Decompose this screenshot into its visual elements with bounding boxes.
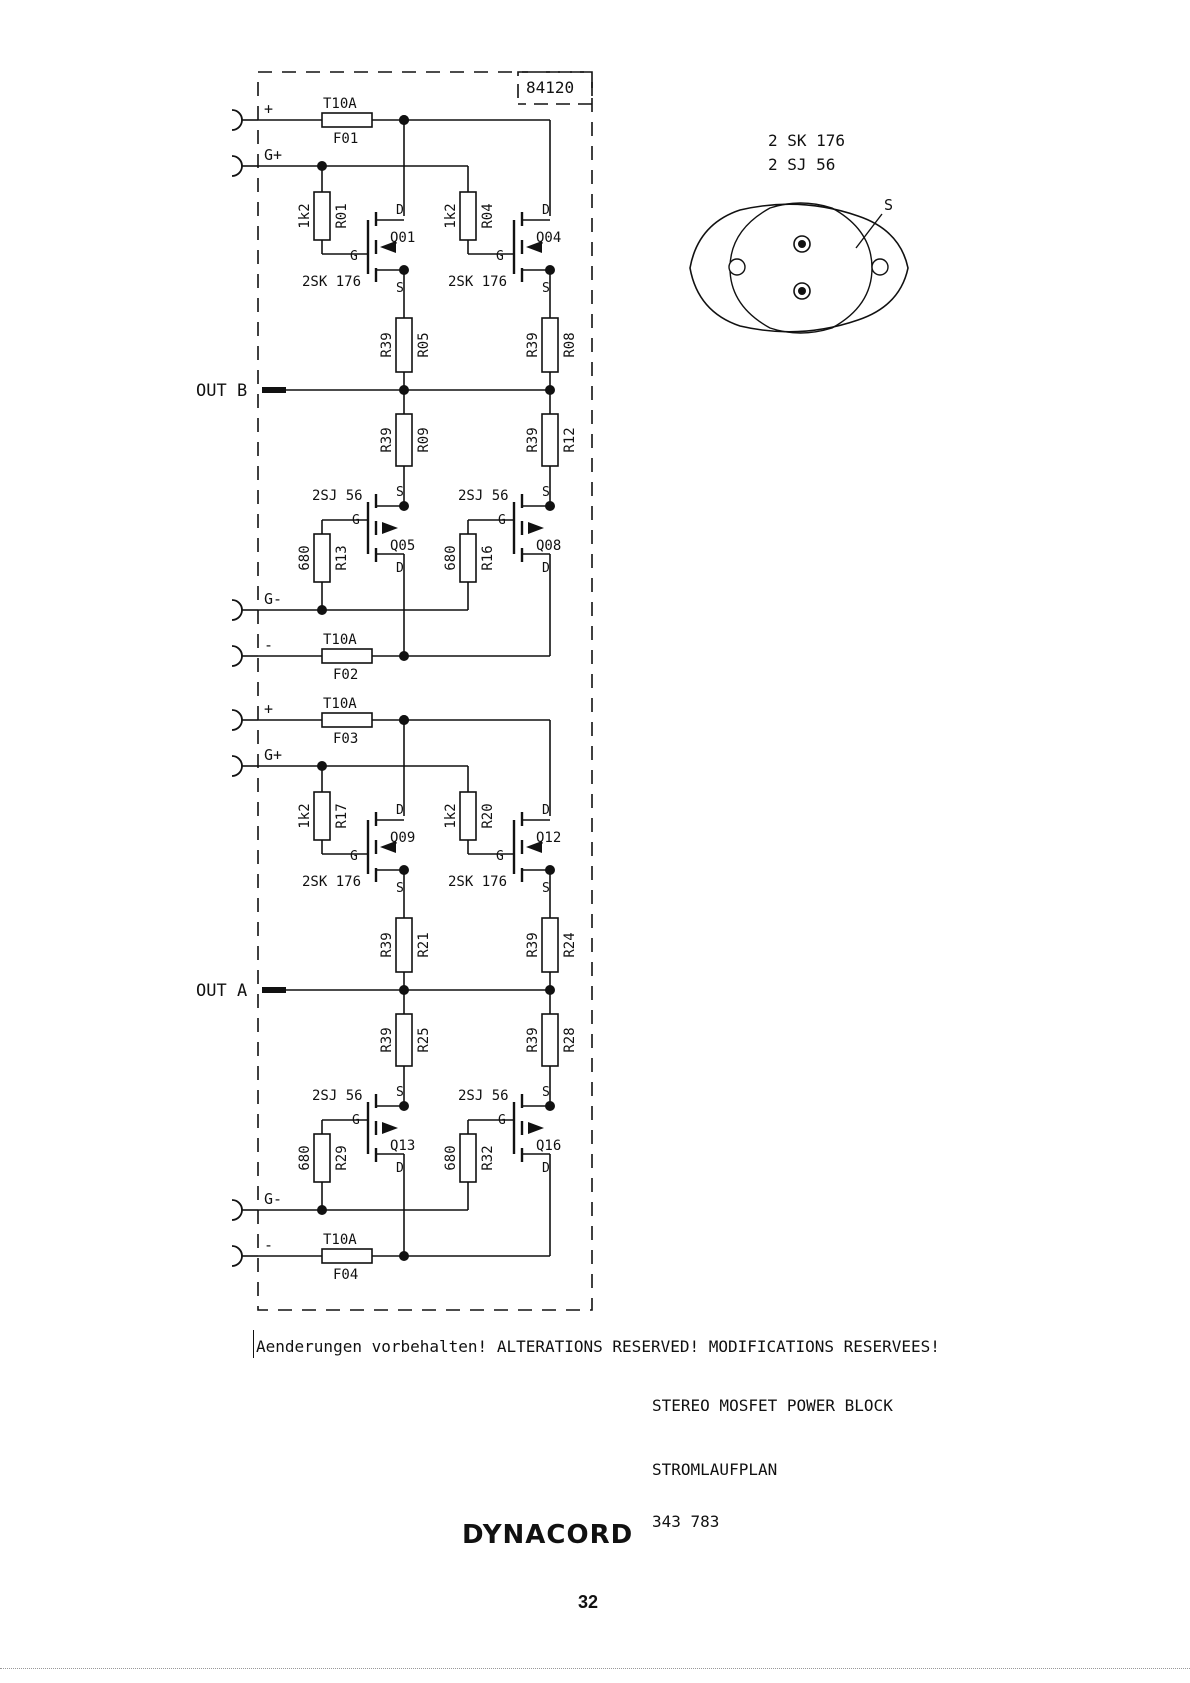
input-connector-icon	[232, 646, 242, 666]
gate-pin-icon	[798, 287, 806, 295]
input-connector-icon	[232, 756, 242, 776]
transistor-type: 2SJ 56	[312, 488, 363, 504]
package-type-line-2: 2 SJ 56	[768, 155, 836, 174]
input-label-8: -	[264, 1236, 274, 1254]
alterations-notice: Aenderungen vorbehalten! ALTERATIONS RESERVED! MODIFICATIONS RESERVEES!	[256, 1337, 940, 1356]
package-pin-label-source: S	[884, 196, 894, 214]
fuse-value: T10A	[323, 696, 357, 712]
source-junction	[545, 265, 555, 275]
resistor-ref: R21	[416, 932, 432, 958]
document-title: STEREO MOSFET POWER BLOCK	[652, 1396, 893, 1415]
source-junction	[545, 501, 555, 511]
pin-label-gate: G	[350, 849, 358, 864]
board-outline	[258, 72, 592, 1310]
resistor-value: 680	[443, 545, 459, 571]
output-terminal	[262, 987, 286, 993]
pin-label-drain: D	[396, 1161, 404, 1176]
input-label-4: -	[264, 636, 274, 654]
mosfet-arrow-icon	[528, 522, 544, 534]
gate-resistor	[460, 192, 476, 240]
fuse-junction	[399, 651, 409, 661]
mosfet-arrow-icon	[382, 1122, 398, 1134]
input-label-6: G+	[264, 746, 283, 764]
input-label-2: G+	[264, 146, 283, 164]
resistor-ref: R08	[562, 332, 578, 358]
transistor-ref: Q08	[536, 538, 562, 554]
mounting-hole-icon	[872, 259, 888, 275]
output-terminal	[262, 387, 286, 393]
input-connector-icon	[232, 600, 242, 620]
rail-junction	[399, 715, 409, 725]
output-label-2: OUT A	[196, 981, 248, 1001]
package-type-line-1: 2 SK 176	[768, 131, 846, 150]
source-resistor	[542, 918, 558, 972]
resistor-value: R39	[379, 932, 395, 958]
fuse-value: T10A	[323, 1232, 357, 1248]
drain-pin-icon	[798, 240, 806, 248]
pin-label-gate: G	[350, 249, 358, 264]
pin-label-gate: G	[498, 513, 506, 528]
pin-label-source: S	[396, 281, 404, 296]
pin-label-drain: D	[542, 203, 550, 218]
transistor-ref: Q16	[536, 1138, 562, 1154]
transistor-ref: Q05	[390, 538, 416, 554]
source-junction	[545, 1101, 555, 1111]
transistor-type: 2SJ 56	[458, 488, 509, 504]
resistor-ref: R32	[480, 1145, 496, 1171]
pin-label-source: S	[396, 485, 404, 500]
pin-label-source: S	[542, 281, 550, 296]
output-junction	[399, 985, 409, 995]
resistor-ref: R01	[334, 203, 350, 229]
transistor-type: 2SK 176	[448, 274, 508, 290]
document-subtitle: STROMLAUFPLAN	[652, 1460, 778, 1479]
resistor-value: 1k2	[443, 803, 459, 829]
gate-junction	[317, 605, 327, 615]
resistor-ref: R20	[480, 803, 496, 829]
output-junction	[545, 985, 555, 995]
input-label-7: G-	[264, 1190, 283, 1208]
input-connector-icon	[232, 1246, 242, 1266]
notice-bar	[253, 1330, 254, 1358]
source-resistor	[542, 1014, 558, 1066]
gate-resistor	[460, 792, 476, 840]
circuit-wiring	[232, 72, 592, 1310]
gate-resistor	[314, 1134, 330, 1182]
pin-label-drain: D	[396, 803, 404, 818]
pin-label-source: S	[396, 881, 404, 896]
resistor-value: 1k2	[297, 203, 313, 229]
resistor-ref: R04	[480, 203, 496, 229]
source-resistor	[396, 414, 412, 466]
resistor-value: 1k2	[443, 203, 459, 229]
source-resistor	[542, 414, 558, 466]
gate-junction	[317, 161, 327, 171]
resistor-ref: R28	[562, 1027, 578, 1053]
output-junction	[545, 385, 555, 395]
source-resistor	[542, 318, 558, 372]
resistor-ref: R09	[416, 427, 432, 453]
fuse-value: T10A	[323, 632, 357, 648]
transistor-type: 2SJ 56	[458, 1088, 509, 1104]
gate-junction	[317, 761, 327, 771]
transistor-ref: Q01	[390, 230, 416, 246]
input-connector-icon	[232, 1200, 242, 1220]
resistor-ref: R29	[334, 1145, 350, 1171]
gate-resistor	[460, 1134, 476, 1182]
transistor-type: 2SK 176	[302, 874, 362, 890]
output-label-1: OUT B	[196, 381, 248, 401]
fuse-value: T10A	[323, 96, 357, 112]
source-junction	[399, 865, 409, 875]
source-junction	[399, 501, 409, 511]
source-junction	[545, 865, 555, 875]
resistor-value: R39	[525, 932, 541, 958]
pin-label-gate: G	[496, 849, 504, 864]
page-bottom-rule	[0, 1668, 1190, 1669]
resistor-value: 680	[297, 1145, 313, 1171]
output-junction	[399, 385, 409, 395]
resistor-value: R39	[525, 1027, 541, 1053]
pin-label-gate: G	[496, 249, 504, 264]
resistor-value: R39	[379, 427, 395, 453]
resistor-ref: R16	[480, 545, 496, 571]
resistor-ref: R13	[334, 545, 350, 571]
mosfet-arrow-icon	[528, 1122, 544, 1134]
fuse-ref: F03	[333, 731, 359, 747]
resistor-ref: R05	[416, 332, 432, 358]
transistor-type: 2SK 176	[448, 874, 508, 890]
pin-label-gate: G	[352, 1113, 360, 1128]
input-label-1: +	[264, 100, 274, 118]
input-connector-icon	[232, 710, 242, 730]
resistor-value: 680	[443, 1145, 459, 1171]
resistor-value: R39	[525, 332, 541, 358]
fuse-ref: F04	[333, 1267, 359, 1283]
pin-label-gate: G	[498, 1113, 506, 1128]
fuse-body	[322, 1249, 372, 1263]
resistor-value: R39	[379, 1027, 395, 1053]
fuse-body	[322, 713, 372, 727]
transistor-ref: Q04	[536, 230, 562, 246]
mosfet-arrow-icon	[382, 522, 398, 534]
input-connector-icon	[232, 156, 242, 176]
gate-resistor	[460, 534, 476, 582]
source-resistor	[396, 318, 412, 372]
fuse-ref: F02	[333, 667, 359, 683]
fuse-junction	[399, 1251, 409, 1261]
pin-label-drain: D	[542, 561, 550, 576]
fuse-body	[322, 649, 372, 663]
transistor-ref: Q09	[390, 830, 416, 846]
rail-junction	[399, 115, 409, 125]
pin-label-source: S	[542, 485, 550, 500]
pin-label-gate: G	[352, 513, 360, 528]
input-connector-icon	[232, 110, 242, 130]
transistor-type: 2SK 176	[302, 274, 362, 290]
mounting-hole-icon	[729, 259, 745, 275]
pin-label-source: S	[542, 881, 550, 896]
input-label-5: +	[264, 700, 274, 718]
pin-label-drain: D	[542, 803, 550, 818]
gate-resistor	[314, 792, 330, 840]
input-label-3: G-	[264, 590, 283, 608]
pin-label-source: S	[396, 1085, 404, 1100]
resistor-ref: R12	[562, 427, 578, 453]
gate-resistor	[314, 192, 330, 240]
resistor-ref: R24	[562, 932, 578, 958]
transistor-ref: Q12	[536, 830, 562, 846]
gate-junction	[317, 1205, 327, 1215]
board-id-label: 84120	[526, 78, 575, 97]
fuse-body	[322, 113, 372, 127]
resistor-value: 680	[297, 545, 313, 571]
source-resistor	[396, 918, 412, 972]
fuse-ref: F01	[333, 131, 359, 147]
source-junction	[399, 265, 409, 275]
pin-label-drain: D	[542, 1161, 550, 1176]
page-number: 32	[578, 1592, 599, 1612]
source-junction	[399, 1101, 409, 1111]
pin-label-drain: D	[396, 203, 404, 218]
pin-label-drain: D	[396, 561, 404, 576]
dynacord-logo: DYNACORD	[462, 1520, 634, 1550]
pin-label-source: S	[542, 1085, 550, 1100]
resistor-ref: R17	[334, 803, 350, 829]
resistor-ref: R25	[416, 1027, 432, 1053]
resistor-value: 1k2	[297, 803, 313, 829]
document-number: 343 783	[652, 1512, 720, 1531]
transistor-ref: Q13	[390, 1138, 416, 1154]
to3-package-drawing	[690, 203, 908, 333]
gate-resistor	[314, 534, 330, 582]
resistor-value: R39	[525, 427, 541, 453]
source-resistor	[396, 1014, 412, 1066]
transistor-type: 2SJ 56	[312, 1088, 363, 1104]
resistor-value: R39	[379, 332, 395, 358]
